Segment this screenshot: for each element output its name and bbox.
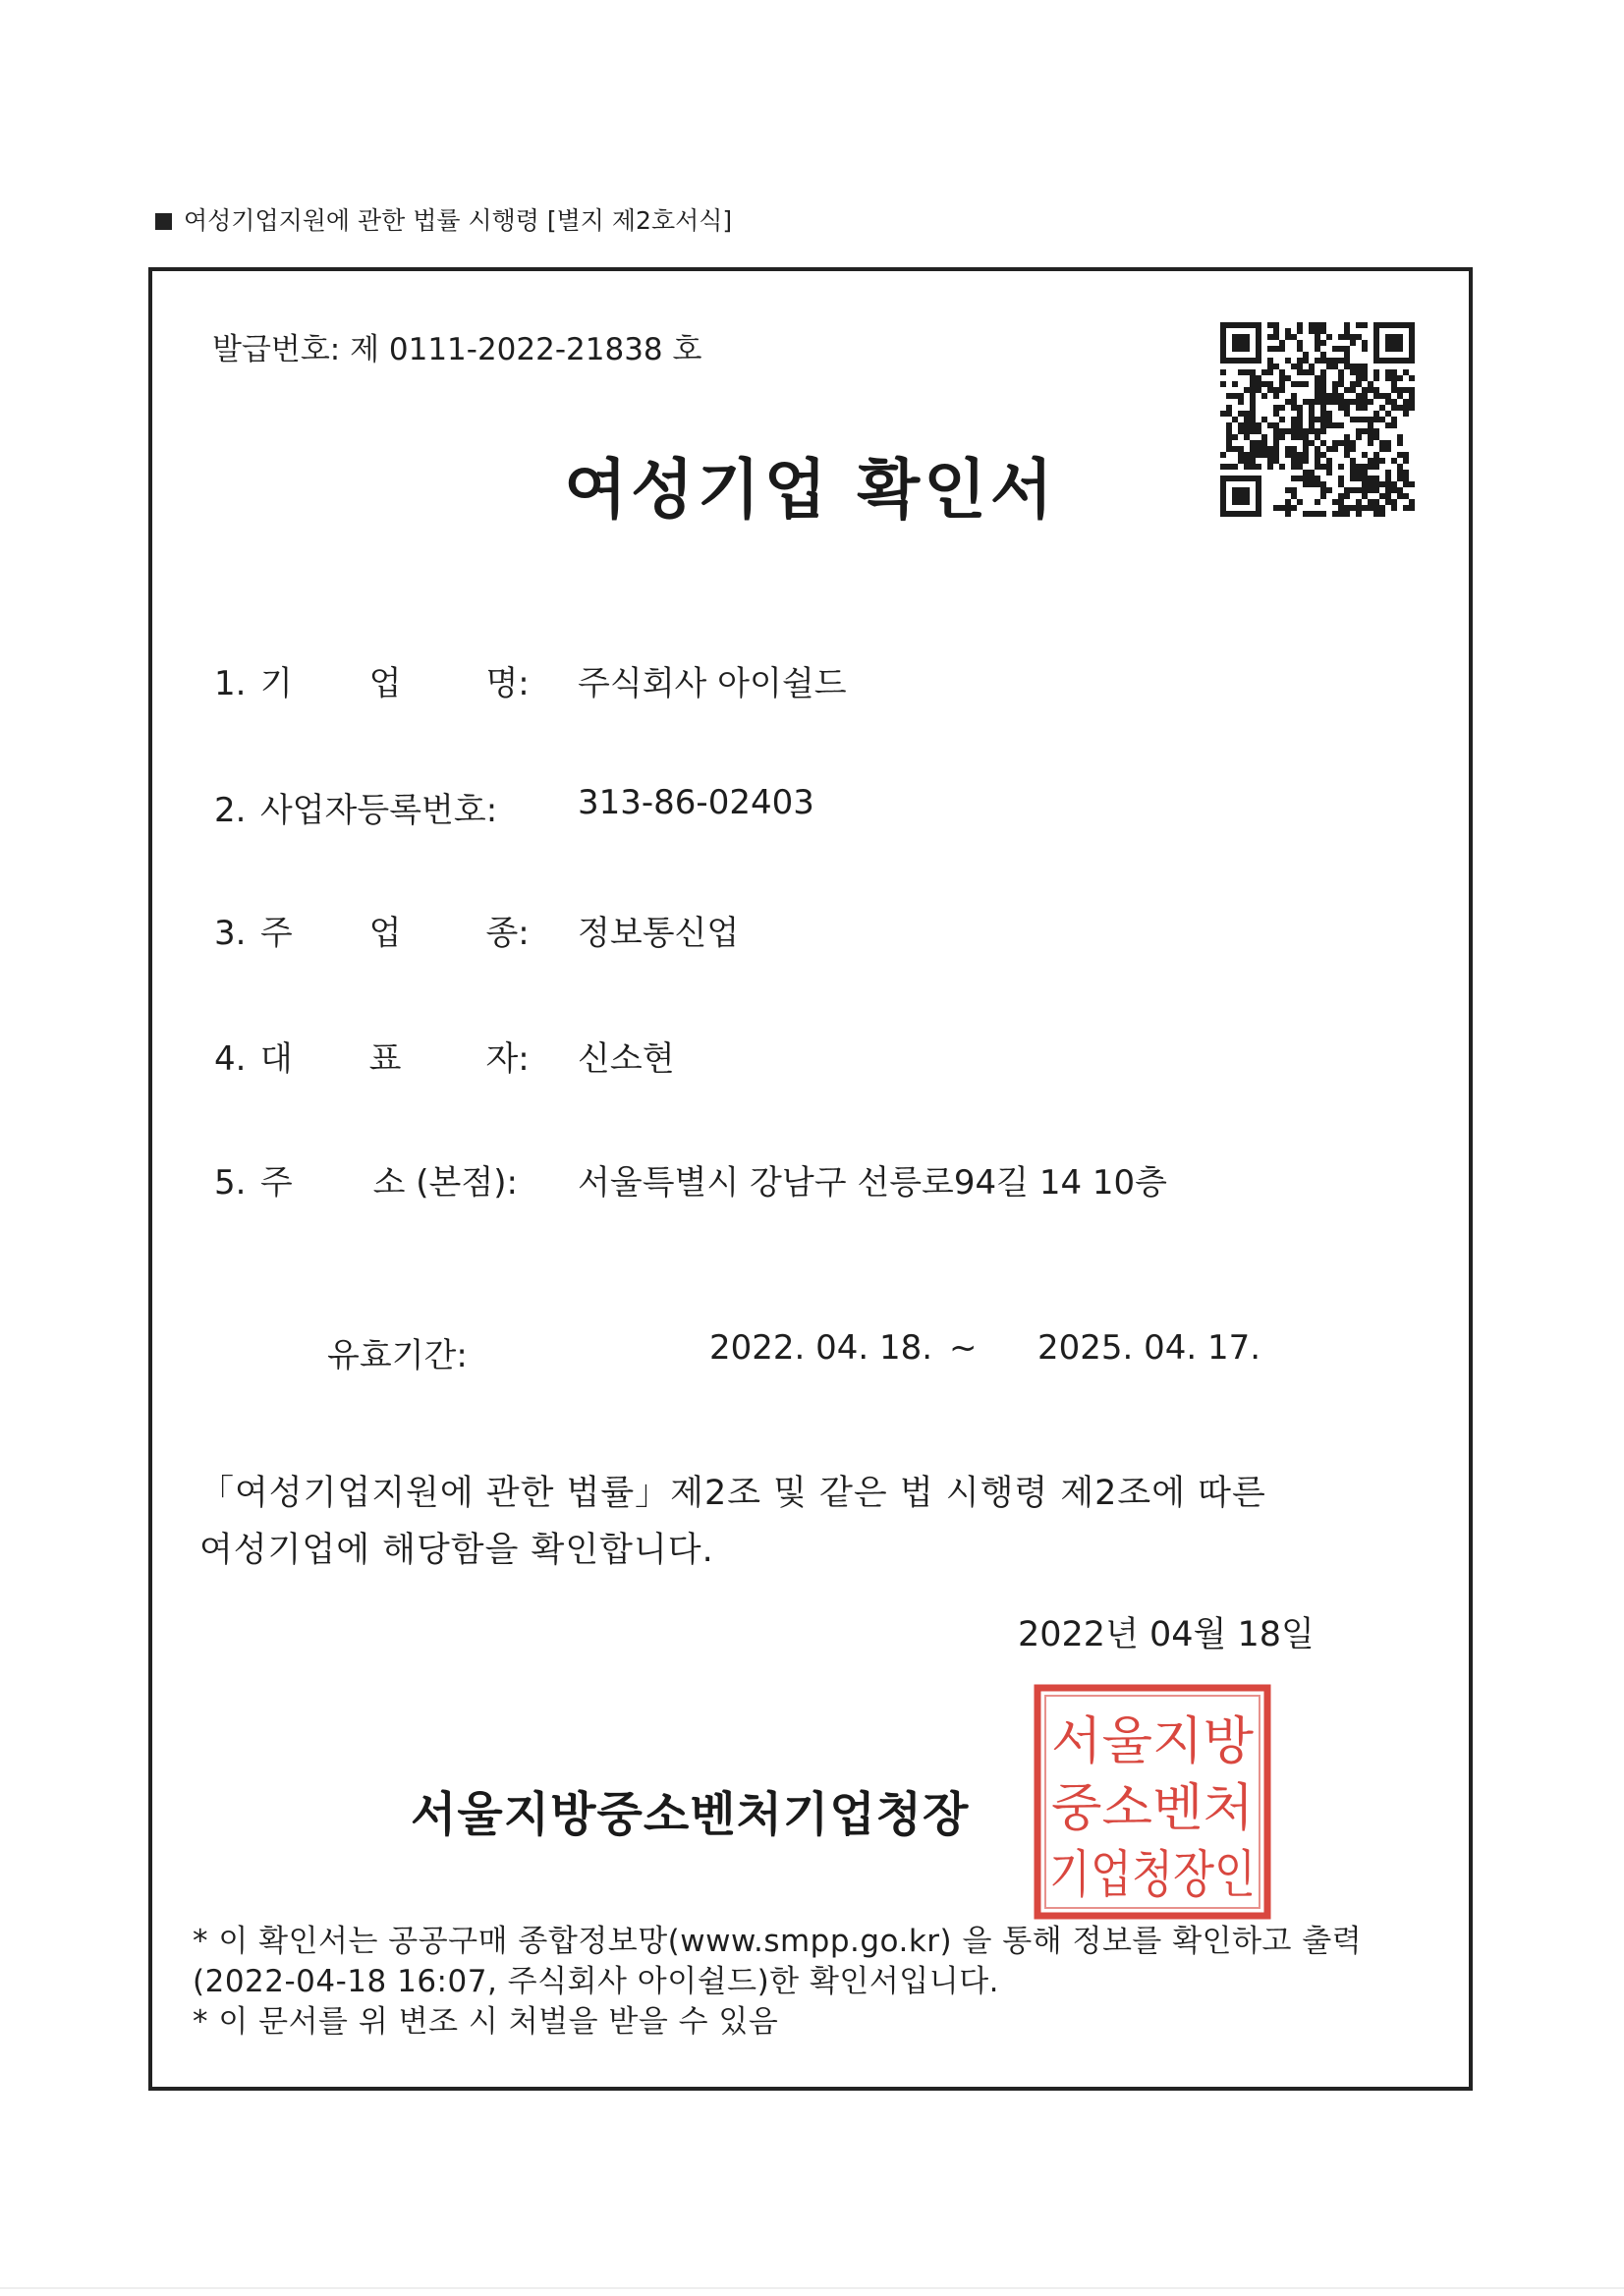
label-text: 사업자등록번호: [259, 791, 498, 830]
qr-code-icon [1220, 322, 1415, 517]
field-number: 1. [214, 664, 247, 703]
field-number: 2. [214, 791, 247, 830]
label-char: 표 [368, 1039, 402, 1079]
seal-text-line-2: 중소벤처 [1051, 1779, 1254, 1838]
field-number: 5. [214, 1163, 247, 1203]
field-industry-label [214, 906, 530, 954]
label-char: 대 [259, 1039, 293, 1079]
field-industry-value: 정보통신업 [578, 914, 740, 953]
seal-text-line-1: 서울지방 [1051, 1712, 1254, 1771]
validity-end: 2025. 04. 17. [1037, 1328, 1261, 1368]
validity-separator: ~ [949, 1328, 978, 1368]
field-number: 3. [214, 914, 247, 953]
field-business-number-label [214, 783, 497, 831]
footnote-line: (2022-04-18 16:07, 주식회사 아이쉴드)한 확인서입니다. [193, 1964, 999, 1999]
label-char: 주 [259, 914, 293, 953]
label-char: 종: [485, 914, 530, 953]
footnotes [193, 1922, 1362, 2043]
statement-line: 「여성기업지원에 관한 법률」제2조 및 같은 법 시행령 제2조에 따른 [199, 1474, 1266, 1513]
field-company-name-label [214, 656, 530, 704]
footnote-line: * 이 문서를 위 변조 시 처벌을 받을 수 있음 [193, 2004, 779, 2040]
field-address-value: 서울특별시 강남구 선릉로94길 14 10층 [578, 1163, 1167, 1203]
official-seal [1032, 1682, 1273, 1922]
label-char: 자: [485, 1039, 530, 1079]
issue-date: 2022년 04월 18일 [1018, 1615, 1315, 1654]
field-company-name-value: 주식회사 아이쉴드 [578, 664, 847, 703]
form-note-text: 여성기업지원에 관한 법률 시행령 [별지 제2호서식] [184, 206, 733, 235]
footnote-line: * 이 확인서는 공공구매 종합정보망(www.smpp.go.kr) 을 통해 정보를 확인하고 출력 [193, 1924, 1363, 1959]
square-bullet-icon [155, 213, 172, 230]
label-char: 업 [368, 664, 402, 703]
form-note [155, 201, 732, 237]
label-char: 소 (본점): [372, 1163, 518, 1203]
validity-label: 유효기간: [327, 1336, 468, 1375]
label-char: 기 [259, 664, 293, 703]
field-representative-label [214, 1032, 530, 1080]
field-business-number-value: 313-86-02403 [578, 783, 814, 822]
issue-number: 발급번호: 제 0111-2022-21838 호 [212, 332, 702, 367]
label-char: 업 [368, 914, 402, 953]
scan-edge-line [0, 2287, 1624, 2289]
document-title: 여성기업 확인서 [564, 452, 1057, 528]
label-char: 주 [259, 1163, 293, 1203]
label-char: 명: [485, 664, 530, 703]
validity-start: 2022. 04. 18. [709, 1328, 933, 1368]
issuer-name: 서울지방중소벤처기업청장 [411, 1787, 970, 1842]
field-number: 4. [214, 1039, 247, 1079]
confirmation-statement [199, 1465, 1319, 1579]
seal-text-line-3: 기업청장인 [1049, 1846, 1256, 1905]
field-representative-value: 신소현 [578, 1039, 675, 1079]
field-address-label [214, 1155, 518, 1204]
statement-line: 여성기업에 해당함을 확인합니다. [199, 1531, 714, 1570]
